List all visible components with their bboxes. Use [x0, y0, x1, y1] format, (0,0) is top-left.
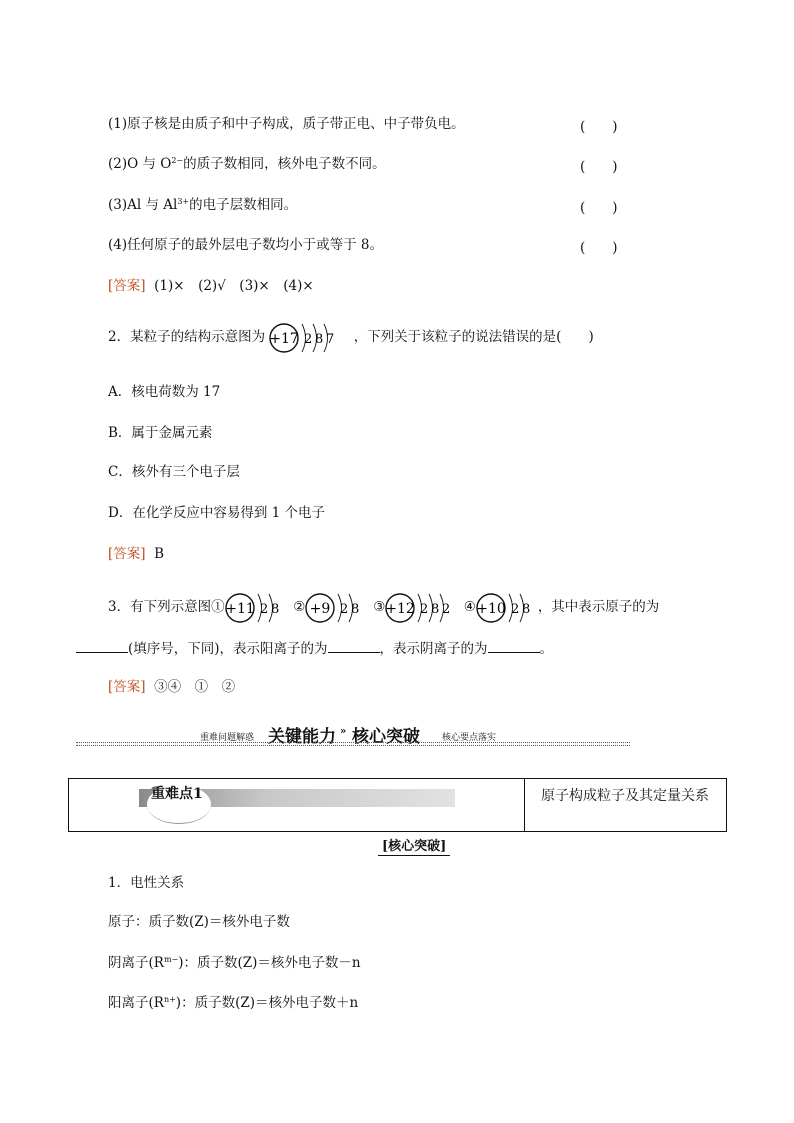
judgement-item-4-text: (4)任何原子的最外层电子数均小于或等于 8。: [108, 237, 384, 253]
q2-option-c: C．核外有三个电子层: [108, 464, 240, 480]
content-cation-text: 阳离子(R: [108, 995, 164, 1011]
atom-structure-diagram: [385, 591, 459, 625]
divider: [524, 779, 525, 831]
q2-stem: [108, 320, 594, 354]
q3-stem-text-end: ，其中表示原子的为: [537, 599, 660, 615]
content-anion-text-end: )：质子数(Z)＝核外电子数－n: [178, 955, 361, 971]
judgement-paren-1: ( ): [580, 119, 618, 135]
judgement-item-1-text: (1)原子核是由质子和中子构成，质子带正电、中子带负电。: [108, 116, 465, 132]
judgement-item-2: [108, 155, 386, 173]
judgement-item-2-text-end: 的质子数相同，核外电子数不同。: [183, 156, 386, 172]
q3-line2-text: ，表示阴离子的为: [379, 641, 488, 657]
electron-count: 2: [510, 601, 520, 617]
q3-stem: [108, 590, 659, 624]
answer-tag: [答案]: [108, 679, 146, 695]
banner-right-text: 核心要点落实: [442, 733, 497, 743]
key-point-box: [68, 778, 727, 832]
q3-stem-text: 3．有下列示意图: [108, 599, 212, 615]
answer-tag: [答案]: [108, 546, 146, 562]
atom-structure-diagram: [225, 591, 285, 625]
nucleus-charge: +17: [269, 330, 300, 347]
electron-count: 8: [351, 601, 360, 617]
diagram-number: ②: [293, 599, 306, 615]
content-heading: 1．电性关系: [108, 875, 185, 891]
arrow-icon: »: [340, 726, 347, 737]
judgement-item-1: [108, 115, 465, 133]
judgement-answer: [108, 277, 314, 295]
judgement-paren-3: ( ): [580, 200, 618, 216]
fill-in-blank[interactable]: [76, 638, 128, 653]
q2-option-d: D．在化学反应中容易得到 1 个电子: [108, 505, 325, 521]
diagram-number: ①: [211, 599, 225, 615]
charge-superscript: n+: [163, 995, 176, 1004]
electron-count: 8: [431, 601, 440, 617]
section-tag: [核心突破]: [378, 835, 450, 856]
electron-count: 7: [326, 331, 335, 347]
answer-text: ③④ ① ②: [154, 679, 236, 695]
charge-superscript: 3+: [177, 197, 190, 206]
content-anion-text: 阴离子(R: [108, 955, 164, 971]
nucleus-charge: +10: [476, 600, 506, 617]
answer-tag: [答案]: [108, 278, 146, 294]
q3-answer: [108, 678, 235, 696]
judgement-item-3: [108, 196, 297, 214]
q2-stem-text-end: ，下列关于该粒子的说法错误的是( ): [353, 329, 594, 345]
q2-option-b: B．属于金属元素: [108, 425, 213, 441]
electron-count: 2: [420, 601, 429, 617]
electron-count: 2: [340, 601, 349, 617]
key-point-label: 重难点1: [151, 786, 203, 802]
electron-count: 8: [270, 601, 279, 617]
content-cation-text-end: )：质子数(Z)＝核外电子数＋n: [175, 995, 359, 1011]
divider: [76, 745, 630, 746]
banner-left-text: 重难问题解惑: [200, 733, 255, 743]
section-banner: [76, 722, 630, 748]
nucleus-charge: +9: [309, 600, 331, 617]
electron-count: 8: [521, 601, 531, 617]
diagram-number: ③: [373, 599, 386, 615]
nucleus-charge: +11: [224, 600, 255, 617]
atom-structure-diagram: [476, 591, 538, 625]
diagram-number: ④: [463, 599, 476, 615]
judgement-item-3-text: (3)Al 与 Al: [108, 197, 178, 213]
answer-text: (1)× (2)√ (3)× (4)×: [154, 278, 314, 294]
judgement-item-4: [108, 236, 383, 254]
electron-count: 2: [259, 601, 268, 617]
atom-structure-diagram: [269, 321, 349, 355]
judgement-item-3-text-end: 的电子层数相同。: [189, 197, 298, 213]
judgement-paren-2: ( ): [580, 159, 618, 175]
charge-superscript: 2−: [171, 156, 184, 165]
charge-superscript: m−: [163, 955, 179, 964]
judgement-item-2-text: (2)O 与 O: [108, 156, 172, 172]
electron-count: 2: [304, 331, 313, 347]
key-point-topic: 原子构成粒子及其定量关系: [541, 788, 709, 804]
q3-line2-text: (填序号，下同)，表示阳离子的为: [128, 641, 328, 657]
electron-count: 2: [442, 601, 451, 617]
q3-line2-end: 。: [539, 641, 554, 657]
content-cation-line: [108, 994, 358, 1012]
atom-structure-diagram: [305, 591, 373, 625]
divider: [76, 742, 630, 743]
judgement-paren-4: ( ): [580, 240, 618, 256]
nucleus-charge: +12: [385, 600, 416, 617]
q2-answer: [108, 545, 164, 563]
fill-in-blank[interactable]: [328, 638, 380, 653]
q2-stem-text: 2．某粒子的结构示意图为: [108, 329, 266, 345]
banner-title-a: 关键能力: [268, 727, 336, 747]
fill-in-blank[interactable]: [488, 638, 540, 653]
q2-option-a: A．核电荷数为 17: [108, 384, 221, 400]
banner-title-b: 核心突破: [352, 727, 420, 747]
answer-text: B: [154, 546, 165, 562]
content-anion-line: [108, 954, 361, 972]
content-atom-line: 原子：质子数(Z)＝核外电子数: [108, 914, 290, 930]
electron-count: 8: [315, 331, 324, 347]
q3-stem-line2: [76, 638, 553, 658]
